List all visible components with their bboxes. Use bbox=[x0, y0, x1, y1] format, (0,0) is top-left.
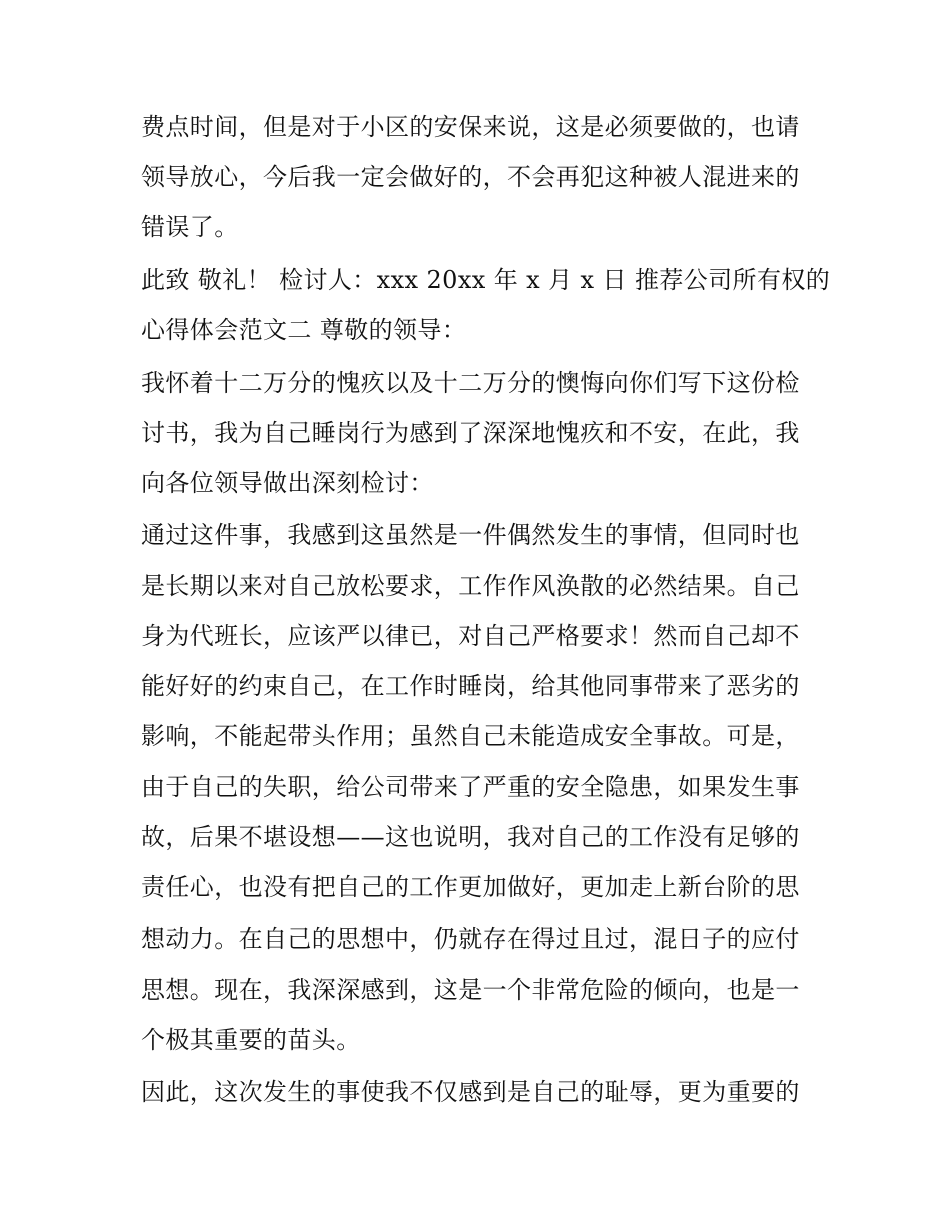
text-line: 讨书，我为自己睡岗行为感到了深深地愧疚和不安，在此，我 bbox=[141, 419, 800, 447]
text-line: 个极其重要的苗头。 bbox=[141, 1026, 361, 1054]
text-line: 故，后果不堪设想——这也说明，我对自己的工作没有足够的 bbox=[141, 823, 800, 851]
text-line: 能好好的约束自己，在工作时睡岗，给其他同事带来了恶劣的 bbox=[141, 672, 800, 700]
text-line: 由于自己的失职，给公司带来了严重的安全隐患，如果发生事 bbox=[141, 773, 800, 801]
text-line: 影响，不能起带头作用；虽然自己未能造成安全事故。可是， bbox=[141, 722, 800, 750]
text-line: 想动力。在自己的思想中，仍就存在得过且过，混日子的应付 bbox=[141, 925, 800, 953]
text-line: 我怀着十二万分的愧疚以及十二万分的懊悔向你们写下这份检 bbox=[141, 369, 800, 397]
text-line: 心得体会范文二 尊敬的领导： bbox=[141, 316, 467, 344]
text-line: 此致 敬礼！ 检讨人：xxx 20xx 年 x 月 x 日 推荐公司所有权的 bbox=[141, 266, 831, 294]
text-line: 因此，这次发生的事使我不仅感到是自己的耻辱，更为重要的 bbox=[141, 1078, 800, 1106]
text-line: 领导放心，今后我一定会做好的，不会再犯这种被人混进来的 bbox=[141, 163, 800, 191]
text-line: 错误了。 bbox=[141, 213, 239, 241]
text-line: 身为代班长，应该严以律已，对自己严格要求！然而自己却不 bbox=[141, 622, 800, 650]
text-line: 通过这件事，我感到这虽然是一件偶然发生的事情，但同时也 bbox=[141, 521, 800, 549]
text-line: 思想。现在，我深深感到，这是一个非常危险的倾向，也是一 bbox=[141, 976, 800, 1004]
text-line: 责任心，也没有把自己的工作更加做好，更加走上新台阶的思 bbox=[141, 873, 800, 901]
text-line: 向各位领导做出深刻检讨： bbox=[141, 469, 434, 497]
text-line: 是长期以来对自己放松要求，工作作风涣散的必然结果。自己 bbox=[141, 572, 800, 600]
text-line: 费点时间，但是对于小区的安保来说，这是必须要做的，也请 bbox=[141, 113, 800, 141]
